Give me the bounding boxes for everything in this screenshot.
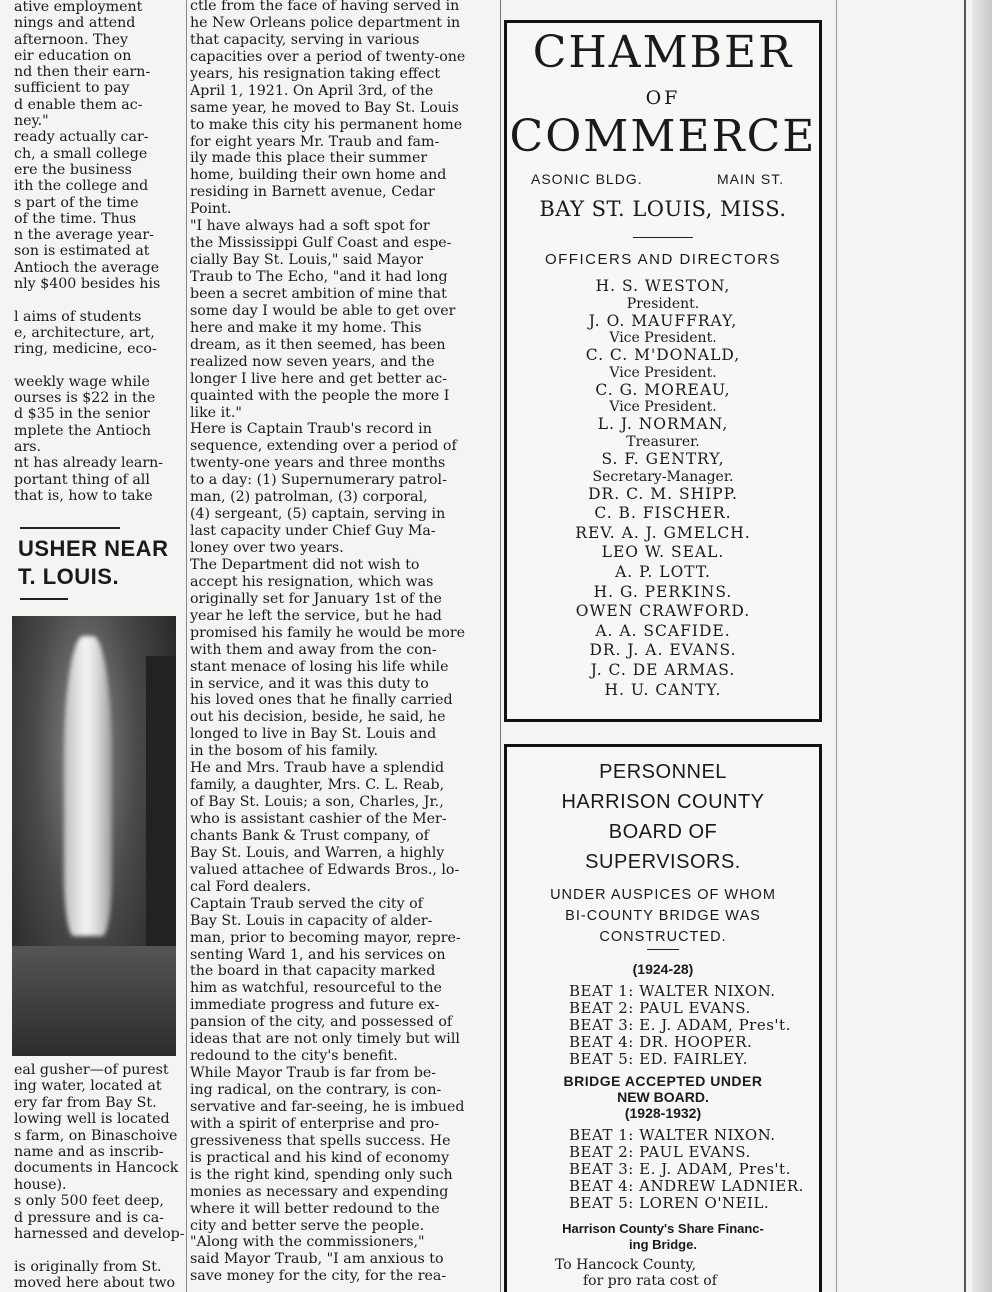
caption-line: ery far from Bay St. bbox=[14, 1094, 157, 1111]
personnel-subtitle-line: UNDER AUSPICES OF WHOM bbox=[550, 887, 776, 903]
column-2-line: who is assistant cashier of the Mer- bbox=[190, 811, 447, 827]
personnel-title-line: BOARD OF bbox=[608, 821, 718, 843]
share-line-1: Harrison County's Share Financ- bbox=[562, 1221, 764, 1236]
officer-name: A. A. SCAFIDE. bbox=[595, 621, 731, 640]
column-divider-2 bbox=[500, 0, 501, 1292]
caption-line: is originally from St. bbox=[14, 1258, 162, 1275]
beat-line: BEAT 5: ED. FAIRLEY. bbox=[569, 1050, 748, 1068]
column-1-line: nings and attend bbox=[14, 15, 136, 32]
column-1-text bbox=[14, 0, 186, 504]
column-2-line: "Along with the commissioners," bbox=[190, 1234, 425, 1251]
column-2-line: ily made this place their summer bbox=[190, 150, 428, 167]
column-2-line: pansion of the city, and possessed of bbox=[190, 1014, 453, 1031]
column-1-line: ative employment bbox=[14, 0, 143, 15]
officer-name: J. O. MAUFFRAY, bbox=[588, 311, 738, 330]
personnel-subtitle bbox=[507, 885, 819, 948]
column-1-line: d enable them ac- bbox=[14, 96, 143, 113]
personnel-divider bbox=[647, 949, 679, 950]
caption-line: harnessed and develop- bbox=[14, 1225, 185, 1242]
officer-name: H. U. CANTY. bbox=[604, 680, 722, 697]
column-2-line: longer I live here and get better ac- bbox=[190, 370, 447, 387]
column-2-line: While Mayor Traub is far from be- bbox=[190, 1065, 437, 1082]
officer-name: DR. C. M. SHIPP. bbox=[588, 484, 738, 503]
column-1-line: son is estimated at bbox=[14, 243, 150, 260]
column-1-line: Antioch the average bbox=[14, 259, 160, 276]
column-2-line: last capacity under Chief Guy Ma- bbox=[190, 523, 436, 540]
column-2-line: valued attachee of Edwards Bros., lo- bbox=[190, 861, 460, 878]
column-2-line: said Mayor Traub, "I am anxious to bbox=[190, 1251, 444, 1268]
column-2-line: the Mississippi Gulf Coast and espe- bbox=[190, 235, 452, 252]
officer-name: H. S. WESTON, bbox=[595, 277, 731, 295]
officer-name: C. B. FISCHER. bbox=[594, 504, 732, 523]
column-2-line: in service, and it was this duty to bbox=[190, 675, 429, 692]
column-2-line: He and Mrs. Traub have a splendid bbox=[190, 760, 445, 777]
caption-line: eal gusher—of purest bbox=[14, 1062, 169, 1078]
column-1-line: of the time. Thus bbox=[14, 210, 137, 227]
bridge-accepted-line-1: BRIDGE ACCEPTED UNDER bbox=[563, 1073, 763, 1089]
column-2-line: city and better serve the people. bbox=[190, 1217, 425, 1234]
column-2-line: cal Ford dealers. bbox=[190, 878, 311, 895]
column-2-line: some day I would be able to get over bbox=[190, 302, 456, 319]
column-2-line: like it." bbox=[190, 404, 242, 421]
column-2-line: to a day: (1) Supernumerary patrol- bbox=[190, 472, 447, 489]
column-2-line: out his decision, beside, he said, he bbox=[190, 709, 446, 726]
beat-line: BEAT 3: E. J. ADAM, Pres't. bbox=[569, 1160, 791, 1178]
beat-line: BEAT 5: LOREN O'NEIL. bbox=[569, 1194, 770, 1212]
beat-line: BEAT 3: E. J. ADAM, Pres't. bbox=[569, 1016, 791, 1034]
column-2-line: "I have always had a soft spot for bbox=[190, 218, 430, 235]
column-1-line bbox=[14, 292, 186, 308]
column-1-line: ring, medicine, eco- bbox=[14, 341, 157, 358]
officer-name: DR. J. A. EVANS. bbox=[589, 641, 737, 660]
officer-role: Secretary-Manager. bbox=[592, 468, 734, 485]
column-2-line: longed to live in Bay St. Louis and bbox=[190, 726, 437, 743]
beat-line: BEAT 4: DR. HOOPER. bbox=[569, 1033, 753, 1051]
officer-role: Treasurer. bbox=[626, 433, 700, 450]
column-1-line: nt has already learn- bbox=[14, 455, 164, 472]
personnel-title-line: HARRISON COUNTY bbox=[561, 791, 765, 813]
hancock-line-2: for pro rata cost of bbox=[583, 1273, 717, 1289]
column-1-line: d $35 in the senior bbox=[14, 406, 150, 423]
period-2: (1928-1932) bbox=[624, 1105, 702, 1121]
officer-name: OWEN CRAWFORD. bbox=[575, 602, 751, 621]
officer-name: LEO W. SEAL. bbox=[601, 543, 725, 562]
column-2-line: the board in that capacity marked bbox=[190, 963, 436, 980]
column-2-line: his loved ones that he finally carried bbox=[190, 692, 453, 709]
officer-role: Vice President. bbox=[609, 364, 717, 381]
caption-line: name and as inscrib- bbox=[14, 1143, 164, 1160]
column-2-line: that capacity, serving in various bbox=[190, 31, 420, 48]
column-1-line: ch, a small college bbox=[14, 145, 148, 162]
caption-line: moved here about two bbox=[14, 1275, 176, 1292]
officer-role: Vice President. bbox=[609, 330, 717, 347]
chamber-title-of: OF bbox=[645, 87, 681, 109]
column-1-line: l aims of students bbox=[14, 308, 142, 325]
column-2-line: is the right kind, spending only such bbox=[190, 1166, 453, 1183]
column-2-line: same year, he moved to Bay St. Louis bbox=[190, 99, 459, 116]
column-2-line: year he left the service, but he had bbox=[190, 607, 442, 624]
fold-line bbox=[964, 0, 966, 1292]
column-2-line: been a secret ambition of mine that bbox=[190, 285, 447, 302]
column-1-line: s part of the time bbox=[14, 194, 139, 211]
headline-line-1: USHER NEAR bbox=[18, 536, 169, 561]
column-2-line: in the bosom of his family. bbox=[190, 743, 378, 760]
column-2-line: family, a daughter, Mrs. C. L. Reab, bbox=[190, 777, 445, 794]
chamber-divider bbox=[633, 237, 693, 238]
column-2-line: immediate progress and future ex- bbox=[190, 997, 440, 1014]
chamber-address-right: MAIN ST. bbox=[717, 171, 785, 187]
column-2-line: monies as necessary and expending bbox=[190, 1183, 449, 1200]
column-2-line: stant menace of losing his life while bbox=[190, 658, 449, 675]
column-2-line: man, (2) patrolman, (3) corporal, bbox=[190, 489, 428, 506]
column-1-line: nly $400 besides his bbox=[14, 276, 161, 293]
officer-list bbox=[507, 277, 819, 697]
column-2-line: servative and far-seeing, he is imbued bbox=[190, 1098, 465, 1115]
column-1-rule-top bbox=[20, 527, 120, 529]
caption-line: d pressure and is ca- bbox=[14, 1209, 164, 1226]
column-1-line: portant thing of all bbox=[14, 471, 150, 488]
column-2-line: capacities over a period of twenty-one bbox=[190, 48, 466, 65]
chamber-of-commerce-ad bbox=[504, 20, 822, 722]
personnel-title-line: SUPERVISORS. bbox=[585, 851, 741, 873]
officer-name: C. C. M'DONALD, bbox=[585, 346, 741, 365]
chamber-title-2: COMMERCE bbox=[509, 111, 817, 162]
caption-line: ing water, located at bbox=[14, 1078, 162, 1095]
officer-name: J. C. DE ARMAS. bbox=[590, 660, 736, 679]
period-1: (1924-28) bbox=[632, 961, 694, 977]
column-2-line: ctle from the face of having served in bbox=[190, 0, 460, 14]
column-2-line: chants Bank & Trust company, of bbox=[190, 827, 429, 844]
column-2-line: residing in Barnett avenue, Cedar bbox=[190, 184, 435, 201]
caption-line bbox=[14, 1242, 186, 1258]
officer-name: H. G. PERKINS. bbox=[593, 582, 733, 601]
column-2-line: redound to the city's benefit. bbox=[190, 1048, 398, 1065]
column-1-line: ith the college and bbox=[14, 178, 149, 195]
hancock-line-1: To Hancock County, bbox=[555, 1257, 697, 1273]
column-1-line: that is, how to take bbox=[14, 487, 153, 504]
officer-name: C. G. MOREAU, bbox=[595, 380, 731, 399]
column-1-line: afternoon. They bbox=[14, 31, 128, 48]
caption-line: documents in Hancock bbox=[14, 1160, 179, 1177]
officer-name: REV. A. J. GMELCH. bbox=[575, 523, 751, 542]
column-2-line: ing radical, on the contrary, is con- bbox=[190, 1082, 442, 1098]
column-1-line: mplete the Antioch bbox=[14, 422, 152, 439]
column-1-line: n the average year- bbox=[14, 227, 154, 244]
column-1-line: ourses is $22 in the bbox=[14, 390, 156, 407]
column-2-line: with them and away from the con- bbox=[190, 641, 437, 658]
gusher-headline bbox=[18, 535, 168, 591]
column-2-line: The Department did not wish to bbox=[190, 556, 420, 573]
column-2-line: Here is Captain Traub's record in bbox=[190, 421, 432, 438]
column-2-line: Traub to The Echo, "and it had long bbox=[190, 269, 448, 285]
column-2-line: Captain Traub served the city of bbox=[190, 895, 423, 912]
officer-name: A. P. LOTT. bbox=[615, 562, 711, 581]
column-2-line: of Bay St. Louis; a son, Charles, Jr., bbox=[190, 794, 444, 811]
column-2-line: Bay St. Louis in capacity of alder- bbox=[190, 912, 433, 929]
personnel-title bbox=[507, 757, 819, 877]
beat-line: BEAT 2: PAUL EVANS. bbox=[569, 999, 751, 1017]
column-1-line: weekly wage while bbox=[14, 373, 150, 390]
chamber-title-1: CHAMBER bbox=[532, 27, 794, 78]
bridge-accepted-line-2: NEW BOARD. bbox=[617, 1089, 709, 1105]
officers-heading: OFFICERS AND DIRECTORS bbox=[544, 251, 782, 268]
officer-name: S. F. GENTRY, bbox=[601, 449, 725, 468]
column-2-line: him as watchful, resourceful to the bbox=[190, 980, 442, 997]
photo-caption bbox=[14, 1062, 186, 1292]
column-1-line bbox=[14, 358, 186, 374]
personnel-subtitle-line: BI-COUNTY BRIDGE WAS bbox=[565, 908, 761, 924]
column-2-line: (4) sergeant, (5) captain, serving in bbox=[190, 506, 446, 523]
column-2-line: man, prior to becoming mayor, repre- bbox=[190, 929, 461, 946]
column-2-line: realized now seven years, and the bbox=[190, 353, 435, 370]
beat-line: BEAT 4: ANDREW LADNIER. bbox=[569, 1177, 804, 1195]
column-2-line: home, building their own home and bbox=[190, 167, 447, 184]
officer-role: Vice President. bbox=[609, 399, 717, 416]
column-2-line: senting Ward 1, and his services on bbox=[190, 946, 446, 963]
column-2-line: loney over two years. bbox=[190, 540, 344, 556]
column-1-rule-bottom bbox=[20, 598, 68, 600]
column-2-line: quainted with the people the more I bbox=[190, 387, 450, 404]
column-1-line: eir education on bbox=[14, 47, 132, 64]
column-2-line: gressiveness that spells success. He bbox=[190, 1132, 451, 1149]
beat-line: BEAT 2: PAUL EVANS. bbox=[569, 1143, 751, 1161]
column-1-line: e, architecture, art, bbox=[14, 324, 155, 341]
column-1-line: ere the business bbox=[14, 161, 132, 178]
share-line-2: ing Bridge. bbox=[629, 1237, 697, 1252]
column-2-line: save money for the city, for the rea- bbox=[190, 1268, 447, 1285]
column-2-line: where it will better redound to the bbox=[190, 1200, 440, 1217]
caption-line: s farm, on Binaschoive bbox=[14, 1127, 178, 1144]
column-2-line: with a spirit of enterprise and pro- bbox=[190, 1115, 440, 1132]
column-2-line: to make this city his permanent home bbox=[190, 116, 463, 133]
headline-line-2: T. LOUIS. bbox=[18, 564, 120, 589]
caption-line: s only 500 feet deep, bbox=[14, 1193, 164, 1210]
column-2-line: dream, as it then seemed, has been bbox=[190, 336, 446, 353]
personnel-title-line: PERSONNEL bbox=[599, 761, 727, 783]
column-2-line: April 1, 1921. On April 3rd, of the bbox=[190, 82, 434, 99]
beat-line: BEAT 1: WALTER NIXON. bbox=[569, 982, 776, 1000]
caption-line: house). bbox=[14, 1176, 67, 1193]
right-column-divider bbox=[836, 0, 837, 1292]
caption-line: lowing well is located bbox=[14, 1111, 170, 1128]
gusher-photo bbox=[12, 616, 176, 1056]
officer-name: L. J. NORMAN, bbox=[597, 415, 729, 434]
column-1-line: sufficient to pay bbox=[14, 80, 130, 97]
column-2-line: sequence, extending over a period of bbox=[190, 438, 457, 455]
column-2-line: is practical and his kind of economy bbox=[190, 1149, 450, 1166]
column-2-line: Point. bbox=[190, 201, 232, 218]
column-2-line: promised his family he would be more bbox=[190, 624, 466, 641]
column-2-line: accept his resignation, which was bbox=[190, 573, 434, 590]
chamber-address-left: ASONIC BLDG. bbox=[531, 171, 643, 187]
page-right-margin bbox=[972, 0, 992, 1292]
personnel-subtitle-line: CONSTRUCTED. bbox=[599, 929, 727, 945]
column-2-line: he New Orleans police department in bbox=[190, 14, 461, 31]
officer-role: President. bbox=[626, 295, 700, 312]
column-2-line: ideas that are not only timely but will bbox=[190, 1031, 460, 1048]
column-2-line: Bay St. Louis, and Warren, a highly bbox=[190, 844, 445, 861]
column-1-line: ars. bbox=[14, 439, 42, 456]
beat-line: BEAT 1: WALTER NIXON. bbox=[569, 1126, 776, 1144]
column-1-line: nd then their earn- bbox=[14, 64, 151, 81]
column-2-line: years, his resignation taking effect bbox=[190, 65, 441, 82]
column-2-line: here and make it my home. This bbox=[190, 319, 422, 336]
column-2-line: for eight years Mr. Traub and fam- bbox=[190, 133, 440, 150]
column-2-line: originally set for January 1st of the bbox=[190, 590, 442, 607]
column-divider-1 bbox=[186, 0, 187, 1292]
column-1-line: ney." bbox=[14, 113, 49, 130]
column-2-text bbox=[190, 0, 512, 1292]
column-2-line: twenty-one years and three months bbox=[190, 455, 446, 472]
personnel-board-ad bbox=[504, 744, 822, 1292]
column-2-line: cially Bay St. Louis," said Mayor bbox=[190, 252, 424, 269]
chamber-city: BAY ST. LOUIS, MISS. bbox=[539, 197, 787, 221]
column-1-line: ready actually car- bbox=[14, 129, 149, 146]
